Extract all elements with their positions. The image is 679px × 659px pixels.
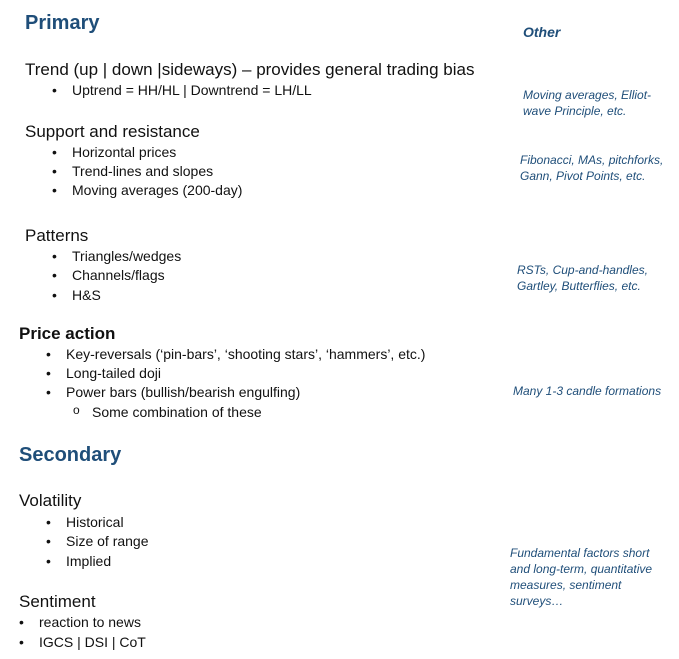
trend-bullet-1: • Uptrend = HH/HL | Downtrend = LH/LL <box>52 82 312 98</box>
sentiment-bullet-1: • reaction to news <box>19 614 141 630</box>
price-action-bullet-3: • Power bars (bullish/bearish engulfing) <box>46 384 300 400</box>
other-label: Other <box>523 24 561 40</box>
sentiment-bullet-2: • IGCS | DSI | CoT <box>19 634 146 650</box>
trend-heading: Trend (up | down |sideways) – provides general trading bias <box>25 60 475 79</box>
secondary-title: Secondary <box>19 444 122 466</box>
volatility-bullet-3: • Implied <box>46 553 111 569</box>
patterns-heading: Patterns <box>25 226 89 245</box>
volatility-bullet-1: • Historical <box>46 514 124 530</box>
support-bullet-1: • Horizontal prices <box>52 144 176 160</box>
other-note-3: RSTs, Cup-and-handles, Gartley, Butterflies, etc. <box>517 263 648 293</box>
price-action-bullet-1: • Key-reversals (‘pin-bars’, ‘shooting stars’, ‘hammers’, etc.) <box>46 346 425 362</box>
patterns-bullet-1: • Triangles/wedges <box>52 248 181 264</box>
price-action-heading: Price action <box>19 324 116 343</box>
other-note-2: Fibonacci, MAs, pitchforks, Gann, Pivot Points, etc. <box>520 153 664 183</box>
volatility-heading: Volatility <box>19 491 82 510</box>
patterns-bullet-2: • Channels/flags <box>52 267 165 283</box>
other-note-5: Fundamental factors short and long-term, quantitative measures, sentiment surveys… <box>510 546 653 608</box>
support-bullet-3: • Moving averages (200-day) <box>52 182 242 198</box>
price-action-bullet-2: • Long-tailed doji <box>46 365 161 381</box>
other-note-4: Many 1-3 candle formations <box>513 384 662 398</box>
price-action-sub-bullet-1: o Some combination of these <box>72 404 262 420</box>
volatility-bullet-2: • Size of range <box>46 533 149 549</box>
support-bullet-2: • Trend-lines and slopes <box>52 163 213 179</box>
patterns-bullet-3: • H&S <box>52 287 101 303</box>
support-heading: Support and resistance <box>25 122 200 141</box>
sentiment-heading: Sentiment <box>19 592 96 611</box>
other-note-1: Moving averages, Elliot-wave Principle, etc. <box>523 88 652 118</box>
primary-title: Primary <box>25 12 100 34</box>
